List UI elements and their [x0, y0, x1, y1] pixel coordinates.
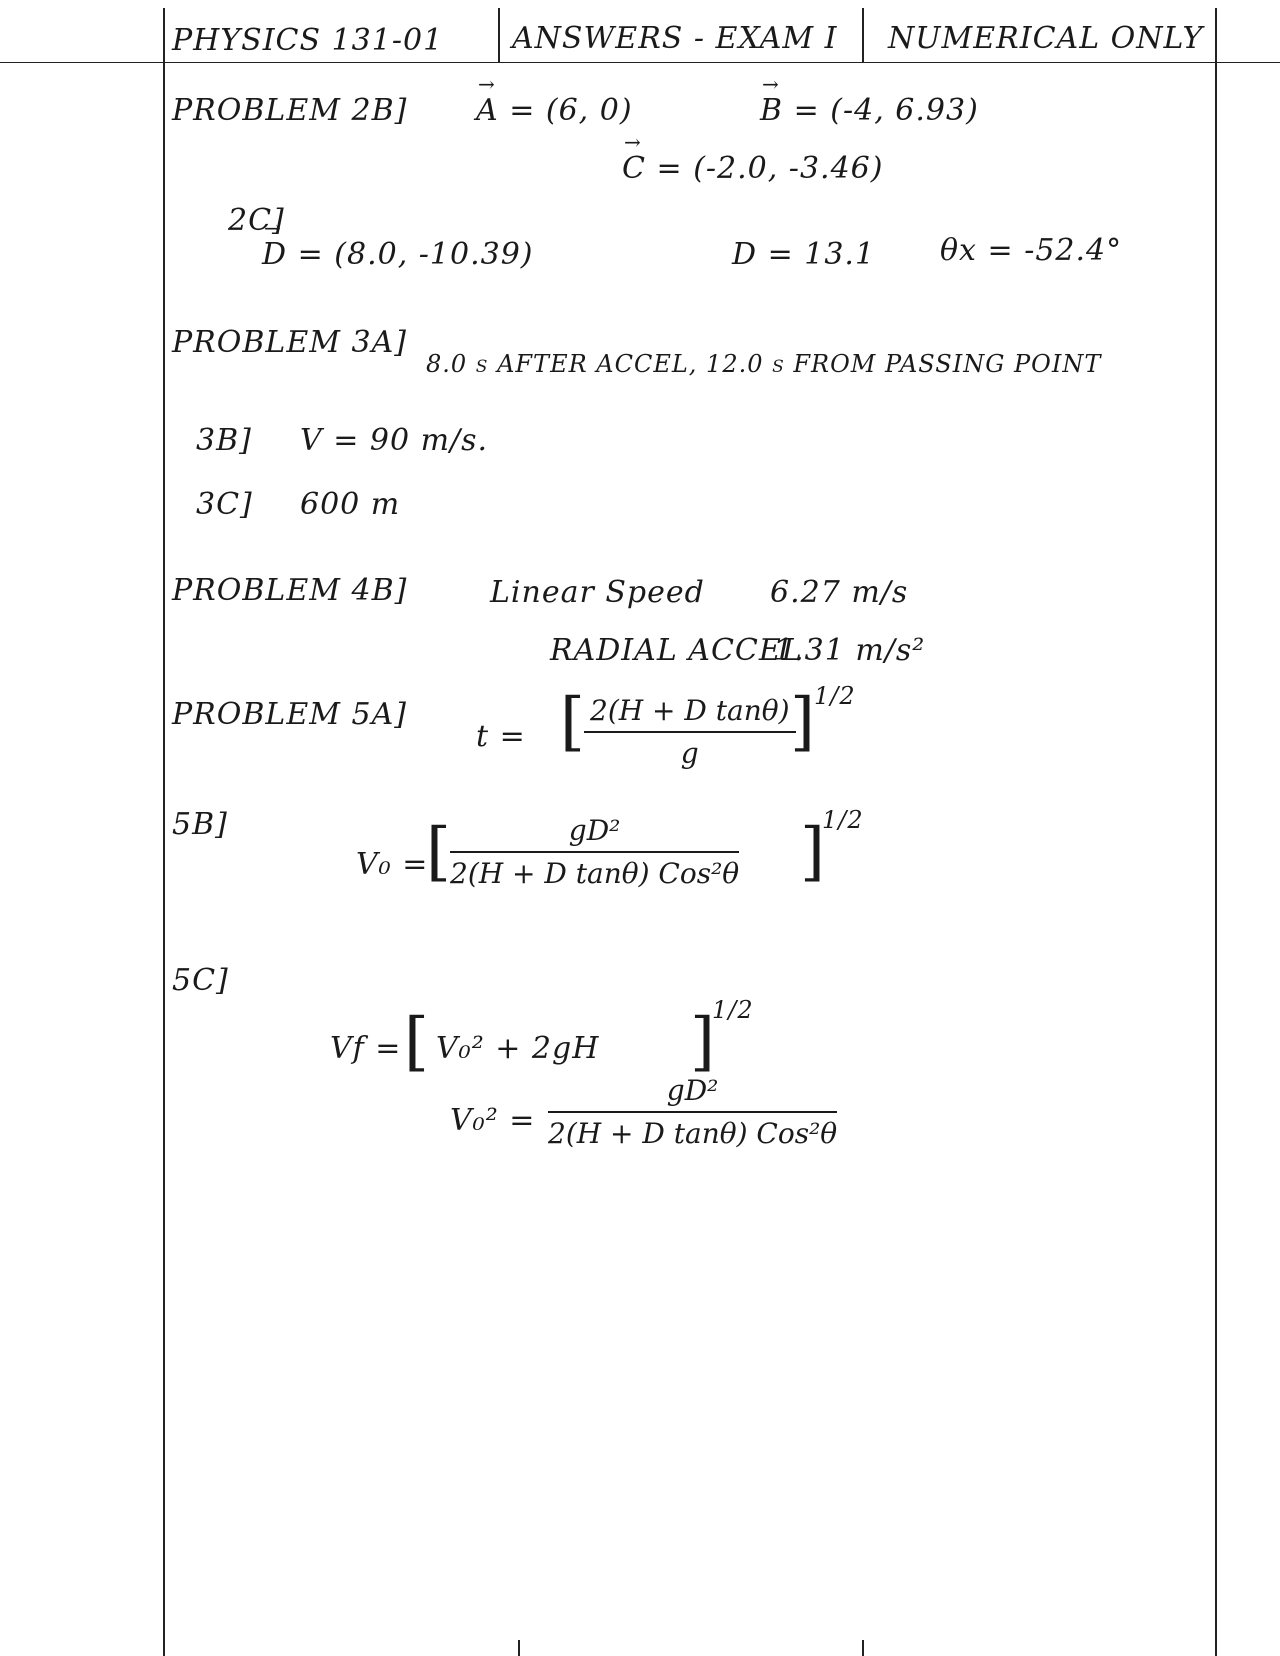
vector-c-value: = (-2.0, -3.46)	[656, 151, 884, 186]
p5a-close-bracket: ]	[790, 685, 815, 759]
header-divider-1	[498, 8, 500, 62]
p5a-open-bracket: [	[560, 685, 585, 759]
problem-2b-label: PROBLEM 2B]	[172, 93, 408, 128]
problem-5b-label: 5B]	[172, 807, 228, 842]
bottom-tick-2	[862, 1640, 864, 1656]
p5b-fraction	[450, 814, 739, 890]
p5a-lhs: t =	[476, 719, 526, 754]
right-margin-line	[1215, 8, 1217, 1656]
vector-d-name: → D	[262, 240, 287, 270]
vector-b-name: → B	[760, 96, 783, 126]
p5b-lhs: V₀ =	[356, 847, 429, 882]
problem-3b-answer: V = 90 m/s.	[300, 423, 489, 458]
problem-4b-label: PROBLEM 4B]	[172, 573, 408, 608]
p5c-open-bracket: [	[404, 1005, 429, 1079]
vector-a-value: = (6, 0)	[509, 93, 633, 128]
p5a-fraction	[584, 694, 796, 770]
p5c-sub-lhs: V₀² =	[450, 1103, 536, 1138]
linear-speed-label: Linear Speed	[490, 575, 705, 610]
linear-speed-value: 6.27 m/s	[770, 575, 909, 610]
problem-3c-answer: 600 m	[300, 487, 401, 522]
left-margin-line	[163, 8, 165, 1656]
answer-note: NUMERICAL ONLY	[888, 21, 1204, 56]
radial-accel-label: RADIAL ACCEL	[550, 633, 803, 668]
p5c-sub-fraction	[548, 1074, 837, 1150]
problem-3a-answer: 8.0 s AFTER ACCEL, 12.0 s FROM PASSING POINT	[426, 350, 1102, 378]
p5c-exponent: 1/2	[712, 996, 754, 1024]
p5a-denominator: g	[680, 737, 699, 770]
problem-5a-label: PROBLEM 5A]	[172, 697, 407, 732]
p5c-sub-numerator: gD²	[548, 1074, 837, 1113]
vector-b	[760, 93, 979, 128]
p5b-denominator: 2(H + D tanθ) Cos²θ	[450, 857, 740, 890]
problem-3b-label: 3B]	[196, 423, 252, 458]
p5b-close-bracket: ]	[800, 815, 825, 889]
p5c-body: V₀² + 2gH	[436, 1031, 600, 1066]
p5c-close-bracket: ]	[690, 1005, 715, 1079]
vector-c	[622, 151, 884, 186]
problem-3a-label: PROBLEM 3A]	[172, 325, 407, 360]
angle-d: θx = -52.4°	[940, 233, 1123, 268]
p5b-numerator: gD²	[450, 814, 739, 853]
problem-2c-label: 2C]	[228, 203, 285, 238]
course-title: PHYSICS 131-01	[172, 23, 444, 58]
header-divider-2	[862, 8, 864, 62]
p5c-sub-denominator: 2(H + D tanθ) Cos²θ	[548, 1117, 838, 1150]
vector-b-value: = (-4, 6.93)	[793, 93, 979, 128]
p5c-lhs: Vf =	[330, 1031, 402, 1066]
problem-5c-label: 5C]	[172, 963, 229, 998]
bottom-tick-1	[518, 1640, 520, 1656]
vector-d-value: = (8.0, -10.39)	[297, 237, 534, 272]
exam-title: ANSWERS - EXAM I	[512, 21, 838, 56]
p5b-open-bracket: [	[426, 815, 451, 889]
vector-d	[262, 237, 534, 272]
p5a-exponent: 1/2	[814, 682, 856, 710]
radial-accel-value: 1.31 m/s²	[774, 633, 926, 668]
p5b-exponent: 1/2	[822, 806, 864, 834]
header-underline	[0, 62, 1280, 63]
magnitude-d: D = 13.1	[732, 237, 876, 272]
vector-a	[476, 93, 633, 128]
p5a-numerator: 2(H + D tanθ)	[584, 694, 796, 733]
problem-3c-label: 3C]	[196, 487, 253, 522]
vector-a-name: → A	[476, 96, 499, 126]
vector-c-name: → C	[622, 154, 646, 184]
